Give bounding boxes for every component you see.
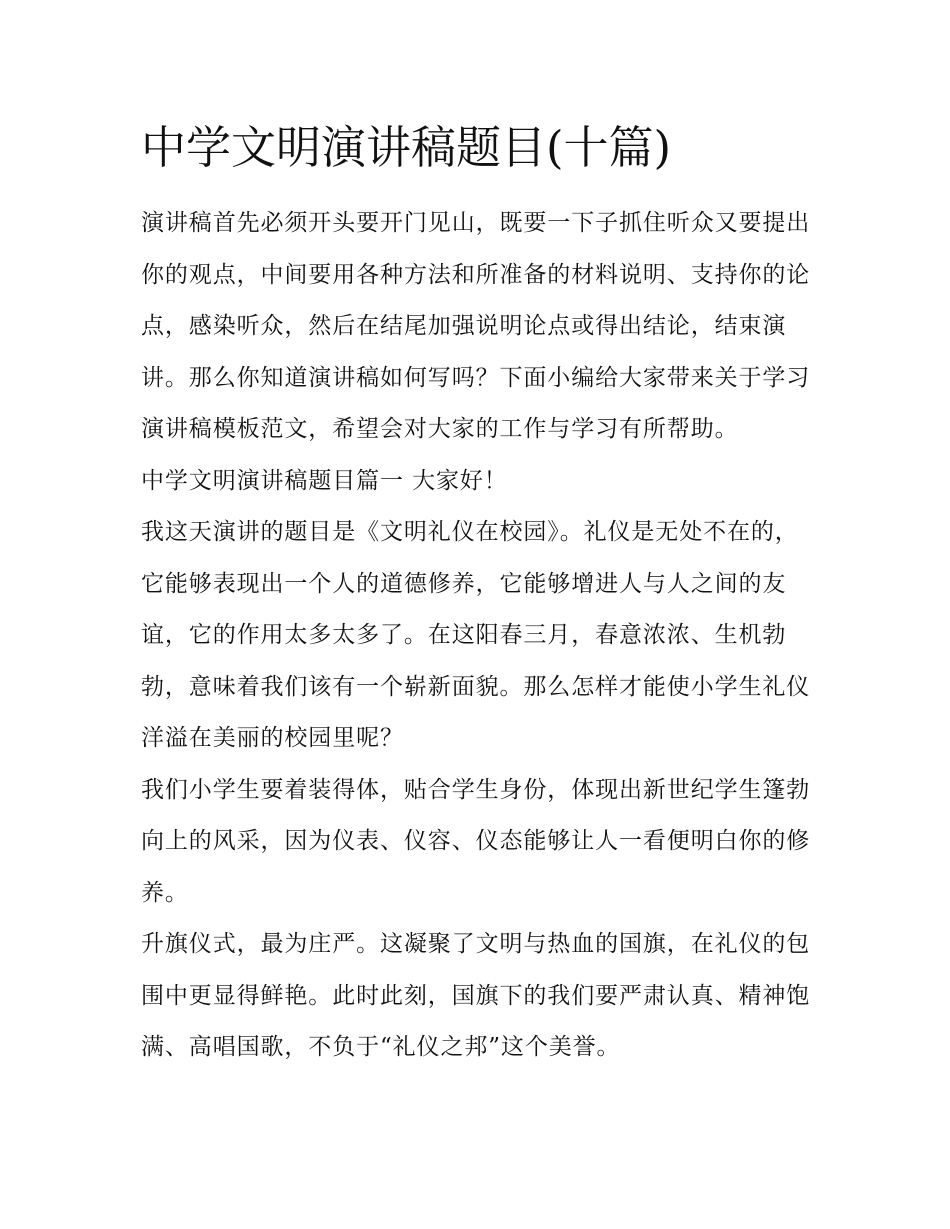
paragraph-intro: 演讲稿首先必须开头要开门见山，既要一下子抓住听众又要提出你的观点，中间要用各种方法和所准备的材料说明、支持你的论点，感染听众，然后在结尾加强说明论点或得出结论，结束演讲。那么你知道演讲稿如何写吗？下面小编给大家带来关于学习演讲稿模板范文，希望会对大家的工作与学习有所帮助。: [141, 210, 811, 442]
paragraph-dress: 我们小学生要着装得体，贴合学生身份，体现出新世纪学生篷勃向上的风采，因为仪表、仪容、仪态能够让人一看便明白你的修养。: [141, 776, 811, 906]
document-body: [141, 112, 821, 1074]
paragraph-speech-topic: 我这天演讲的题目是《文明礼仪在校园》。礼仪是无处不在的，它能够表现出一个人的道德修养，它能够增进人与人之间的友谊，它的作用太多太多了。在这阳春三月，春意浓浓、生机勃勃，意味着我们该有一个崭新面貌。那么怎样才能使小学生礼仪洋溢在美丽的校园里呢？: [141, 519, 811, 751]
paragraph-section-heading: 中学文明演讲稿题目篇一 大家好！: [141, 467, 508, 494]
paragraph-flag-ceremony: 升旗仪式，最为庄严。这凝聚了文明与热血的国旗，在礼仪的包围中更显得鲜艳。此时此刻，国旗下的我们要严肃认真、精神饱满、高唱国歌，不负于“礼仪之邦”这个美誉。: [141, 931, 811, 1060]
document-title: 中学文明演讲稿题目(十篇): [141, 121, 672, 174]
